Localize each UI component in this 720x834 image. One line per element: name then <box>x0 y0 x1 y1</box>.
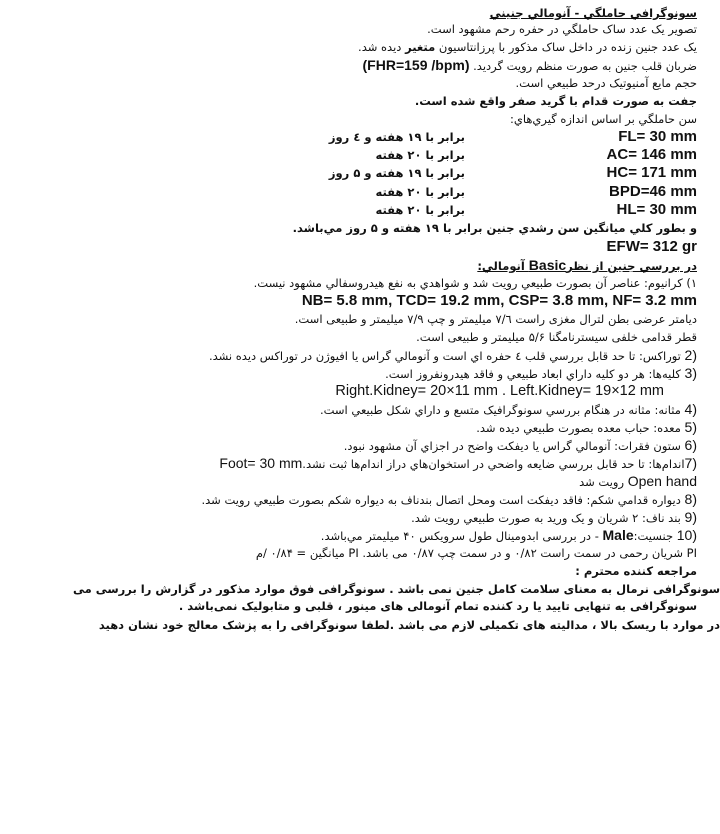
finding-abdominal-wall: 8) ديواره قدامي شكم: فاقد ديفكت است ومحل اتصال بندناف به ديواره شكم بصورت طبيعي رويت شد. <box>201 491 697 507</box>
finding-cranium: ۱) كرانيوم: عناصر آن بصورت طبيعي رويت شد و شواهدي به نفع هيدروسفالي مشهود نيست. <box>253 276 697 290</box>
notice-line-1: سونوگرافی نرمال به معنای سلامت کامل جنين نمی باشد . سونوگرافی فوق موارد مذکور در گزارش را بررسی می <box>72 582 720 596</box>
intro-line-ga-basis: سن حاملگي بر اساس اندازه گيري‌هاي: <box>509 112 697 126</box>
measurement-age: برابر با ۱۹ هفته و ۵ روز <box>328 166 465 180</box>
measurement-age: برابر با ۲۰ هفته <box>375 148 465 162</box>
measurement-row-hl <box>257 201 697 219</box>
kidney-measurements: Right.Kidney= 20×11 mm . Left.Kidney= 19×12 mm <box>335 383 664 399</box>
intro-line-amniotic: حجم مايع آمنيوتيک درحد طبيعي است. <box>515 76 697 90</box>
finding-thorax: 2) توراكس: تا حد قابل بررسي قلب ٤ حفره اي است و آنومالي گراس يا افيوژن در توراكس ديده نشد. <box>208 347 697 363</box>
finding-cord: 9) بند ناف: ۲ شريان و يک وريد به صورت طبيعي رويت شد. <box>411 509 697 525</box>
finding-stomach: 5) معده: حباب معده بصورت طبيعي ديده شد. <box>476 419 697 435</box>
cranium-measurements: NB= 5.8 mm, TCD= 19.2 mm, CSP= 3.8 mm, NF= 3.2 mm <box>301 292 697 309</box>
fhr-value: (FHR=159 /bpm) <box>362 57 470 73</box>
measurement-row-hc <box>257 164 697 182</box>
measurement-label: HC= 171 mm <box>606 164 697 181</box>
report-title: سونوگرافي حاملگي - آنومالي جنيني <box>489 6 697 20</box>
finding-uterine-pi: PI شريان رحمی در سمت راست ۰/۸۲ و در سمت چپ ۰/۸۷ می باشد. PI ميانگين = ۰/۸۴ /م <box>255 546 697 560</box>
finding-kidneys: 3) كليه‌ها: هر دو كليه داراي ابعاد طبيعي و فاقد هيدرونفروز است. <box>385 365 697 381</box>
measurement-age: برابر با ۱۹ هفته و ٤ روز <box>328 130 465 144</box>
measurement-row-ac <box>257 146 697 164</box>
finding-spine: 6) ستون فقرات: آنومالي گراس يا ديفكت واضح در اجزاي آن مشهود نبود. <box>343 437 697 453</box>
average-age: و بطور كلي ميانگين سن رشدي جنين برابر با ۱۹ هفته و ۵ روز مي‌باشد. <box>292 221 697 235</box>
finding-bladder: 4) مثانه: مثانه در هنگام بررسي سونوگرافيک متسع و داراي شكل طبيعي است. <box>319 401 697 417</box>
measurement-label: HL= 30 mm <box>616 201 697 218</box>
measurement-age: برابر با ۲۰ هفته <box>375 203 465 217</box>
measurement-age: برابر با ۲۰ هفته <box>375 185 465 199</box>
foot-length: Foot= 30 mm <box>219 455 303 471</box>
notice-heading: مراجعه کننده محترم : <box>575 564 697 578</box>
notice-line-3: در موارد با ريسک بالا ، مداليته های تکميلی لازم می باشد .لطفا سونوگرافی را به پزشک معالج خود نشان دهيد <box>98 618 720 632</box>
efw-row <box>607 238 697 256</box>
finding-limbs: 7)اندام‌ها: تا حد قابل بررسي ضايعه واضحي در استخوان‌هاي دراز اندام‌ها ثبت نشد.Foot= 30 mm <box>219 455 697 471</box>
finding-ventricle: ديامتر عرضی بطن لترال مغزی راست ۷/٦ ميليمتر و چپ ۷/۹ ميليمتر و طبيعی است. <box>294 312 697 326</box>
notice-line-2: سونوگرافی به تنهايی تاييد يا رد کننده تمام آنومالی های مينور ، قلبی و متابوليک نمی‌باشد . <box>178 599 697 613</box>
finding-cisterna: قطر قدامی خلفی سيسترنامگنا ۵/۶ ميليمتر و طبيعی است. <box>416 330 697 344</box>
anomaly-heading: در بررسي جنين از نظرBasic آنومالي: <box>477 257 697 273</box>
efw-value: EFW= 312 gr <box>606 238 697 255</box>
intro-line-sac: تصوير يک عدد ساک حاملگي در حفره رحم مشهود است. <box>427 22 697 36</box>
measurement-label: FL= 30 mm <box>618 128 697 145</box>
measurement-row-fl <box>257 128 697 146</box>
measurement-label: AC= 146 mm <box>606 146 697 163</box>
intro-line-fetus: يک عدد جنين زنده در داخل ساک مذکور با پرزانتاسيون متغير ديده شد. <box>358 40 697 54</box>
measurement-row-bpd <box>257 183 697 201</box>
sex-value: Male <box>602 527 634 543</box>
intro-line-placenta: جفت به صورت قدام با گريد صفر واقع شده است. <box>414 94 697 108</box>
finding-open-hand: Open hand رويت شد <box>579 473 697 489</box>
intro-line-heart: ضربان قلب جنين به صورت منظم رويت گرديد. (FHR=159 /bpm) <box>362 57 697 73</box>
finding-sex: 10) جنسيت:Male - در بررسی ابدومينال طول سرويکس ۴۰ ميليمتر مي‌باشد. <box>320 527 697 543</box>
measurement-label: BPD=46 mm <box>609 183 697 200</box>
presentation-value: متغير <box>405 40 436 54</box>
